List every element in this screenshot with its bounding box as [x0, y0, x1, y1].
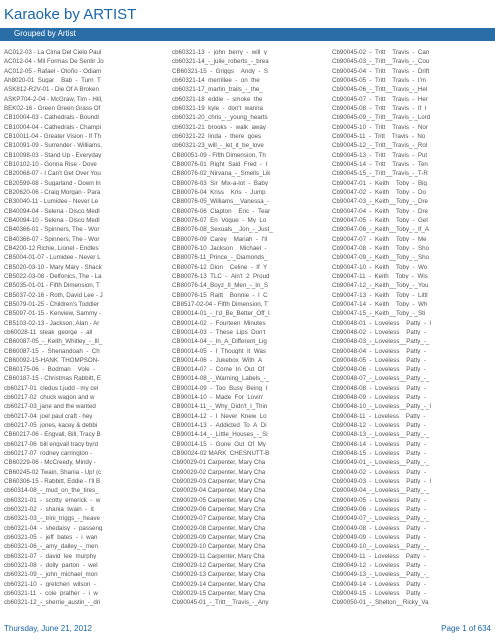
- list-item: Cb90045-08_-_Tritt__Travis_-_If_I_: [332, 104, 430, 112]
- list-item: cb60321-05_-_jeff_bates_-_i_wan: [4, 534, 98, 541]
- list-item: CB90014-11_-_Why_Didn't_I_Thin: [172, 403, 268, 410]
- list-item: CB60092-15-HANK_THOMPSON-: [4, 356, 100, 364]
- list-item: Cb90045-06_-_Tritt__Travis_-_Hel: [332, 86, 428, 93]
- list-item: Cb90029-07 Carpenter, Mary Cha: [172, 515, 266, 522]
- list-item: CB60217-06 - Engvall, Bill, Tracy B: [4, 431, 101, 438]
- list-item: CB90014-02_-_Fourteen_Minutes: [172, 319, 266, 326]
- list-item: Cb90049-04_-_Loveless__Patty_-_: [332, 487, 430, 494]
- footer-date: Thursday, June 21, 2012: [4, 624, 92, 633]
- list-item: Cb90047-04_-_Keith__Toby_-_Dre: [332, 207, 428, 214]
- list-item: cb60321-12_-_sherrie_austin_-_dri: [4, 599, 101, 606]
- list-item: Cb90045-07_-_Tritt__Travis_-_Her: [332, 95, 428, 102]
- list-item: CB5079-01-25 - Children's Toddler: [4, 300, 99, 308]
- list-item: Cb90045-13_-_Tritt__Travis_-_Put_: [332, 151, 431, 158]
- list-item: cb60217-03_jane and the wanted: [4, 403, 96, 410]
- list-item: CB5022-03-08 - Delfonics, The - La: [4, 272, 102, 280]
- list-item: CB90014-04_-_In_A_Different_Lig: [172, 338, 267, 345]
- list-item: Cb90048-08_-_Loveless__Patty_-_: [332, 384, 430, 392]
- list-item: Cb90048-02_-_Loveless__Patty_-_: [332, 328, 430, 336]
- list-item: Cb90045-09_-_Tritt__Travis_-_Lord: [332, 114, 431, 121]
- list-item: Cb90047-11_-_Keith__Toby_-_Wis: [332, 272, 428, 280]
- list-item: Cb90029-13 Carpenter, Mary Cha: [172, 571, 266, 578]
- column-3: [332, 46, 492, 606]
- list-item: Cb90045-01_-_Tritt__Travis_-_Any: [172, 599, 269, 606]
- list-item: CB4200-12 Richie, Lionel - Endles: [4, 244, 99, 252]
- list-item: CB30040-11 - Lumidee - Never Le: [4, 198, 99, 205]
- list-item: Cb90045-02_-_Tritt__Travis_-_Can: [332, 49, 430, 56]
- list-item: AC012-05 - Rafael - Otoño - Odiam: [4, 67, 102, 74]
- list-item: CB90014-10_-_Made_For_Lovin'_: [172, 394, 267, 401]
- list-item: cb60321-18_eddie_-_smoke_the_: [172, 95, 266, 102]
- page-title: Karaoke by ARTIST: [4, 6, 137, 23]
- list-item: Cb90049-14_-_Loveless__Patty_-_: [332, 580, 430, 588]
- list-item: cb60217-07_rodney carrington -: [4, 450, 93, 457]
- list-item: CB10098-03 - Stand Up - Everyday: [4, 151, 102, 158]
- list-item: Cb90050-01_-_Shelton__Ricky_Va: [332, 599, 429, 606]
- list-item: Cb90048-03_-_Loveless__Patty_-_: [332, 338, 430, 345]
- list-item: CB20068-07 - I Can't Get Over You: [4, 170, 101, 177]
- group-banner: [0, 28, 495, 41]
- list-item: CB80076-01_Right_Said_Fred_-_I: [172, 160, 268, 168]
- list-item: Cb90049-13_-_Loveless__Patty_-_: [332, 571, 430, 578]
- list-item: Cb90029-03 Carpenter, Mary Cha: [172, 478, 266, 485]
- list-item: Cb90047-06_-_Keith__Toby_-_If_A: [332, 226, 430, 233]
- list-item: Cb90047-09_-_Keith__Toby_-_Sho: [332, 254, 430, 261]
- list-item: Cb90048-07_-_Loveless__Patty_-_: [332, 375, 430, 382]
- list-item: cb60217-02_chuck wagon and w: [4, 394, 95, 401]
- list-item: CB20620-06 - Craig Morgan - Para: [4, 188, 101, 196]
- list-item: Cb90029-04 Carpenter, Mary Cha: [172, 487, 266, 494]
- list-item: CB40366-07 - Spinners, The - Wor: [4, 235, 100, 242]
- list-item: Cb90049-11_-_Loveless__Patty_-_: [332, 552, 429, 560]
- list-item: cb60217-01_cledus t.judd - my cel: [4, 384, 99, 392]
- list-item: Cb90048-04_-_Loveless__Patty_-_: [332, 347, 430, 354]
- list-item: Cb90049-12_-_Loveless__Patty_-_: [332, 562, 430, 569]
- list-item: CB5035-01-01 - Fifth Dimension, T: [4, 282, 100, 289]
- list-item: CB90014-08_-_Warning_Labels_-_: [172, 375, 270, 382]
- list-item: cb60321-08_-_dolly_parton_-_wel: [4, 562, 98, 569]
- list-item: cb60321-17_martin_trails_-_the_: [172, 86, 263, 93]
- list-item: Cb90047-02_-_Keith__Toby_-_Do: [332, 188, 426, 196]
- list-item: Cb90047-05_-_Keith__Toby_-_Get: [332, 216, 428, 224]
- list-item: Cb90045-10_-_Tritt__Travis_-_Nor: [332, 123, 428, 130]
- list-item: Cb90048-10_-_Loveless__Patty_-_I: [332, 403, 432, 410]
- list-item: CB10011-04 - Greater Vision - If Th: [4, 132, 101, 140]
- list-item: CB60187-15 - Christmas Rabbitt, E: [4, 375, 101, 382]
- list-item: Cb90047-12_-_Keith__Toby_-_You: [332, 282, 429, 289]
- listing-columns: [4, 46, 492, 606]
- list-item: Cb90048-01_-_Loveless__Patty_-_I: [332, 319, 432, 326]
- list-item: cb60321-13_-_john_berry_-_will_y: [172, 49, 267, 56]
- list-item: Cb90045-15_-_Tritt__Travis_-_T-R: [332, 170, 428, 177]
- list-item: cb60321-14_-_julie_roberts_-_brea: [172, 58, 269, 65]
- list-item: Cb90047-03_-_Keith__Toby_-_Dre: [332, 198, 428, 205]
- list-item: CB40094-10 - Selena - Disco Medl: [4, 216, 100, 224]
- list-item: cb60321-19_kyle_-_don't_wanna_: [172, 104, 267, 112]
- list-item: CB10004-04 - Cathedrals - Champi: [4, 123, 101, 130]
- list-item: cb60321-02_-_shania_twain_-_it_: [4, 506, 98, 513]
- list-item: CB60087-05_-_Keith_Whitley_-_Ill_: [4, 338, 103, 345]
- list-item: ASKP704-2-04 - McGraw, Tim - Hill,: [4, 95, 103, 102]
- list-item: CB80076-03_Sir_Mix-a-lot_-_Baby_: [172, 179, 272, 186]
- list-item: cb60321-10_-_gretchen_wilson_-_: [4, 580, 100, 588]
- list-item: Cb90048-15_-_Loveless__Patty_-_: [332, 450, 430, 457]
- list-item: CB8517-02-04 - Fifth Dimension, T: [172, 300, 268, 308]
- list-item: Ah8020-01_Sugar__Bab_-_Turn_T: [4, 76, 101, 84]
- list-item: CB60175-06_-_Bodman__Vole_-_: [4, 366, 99, 373]
- list-item: Cb90029-12 Carpenter, Mary Cha: [172, 562, 266, 569]
- list-item: Cb90029-06 Carpenter, Mary Cha: [172, 506, 266, 513]
- list-item: Cb90029-10 Carpenter, Mary Cha: [172, 543, 266, 550]
- list-item: Cb90048-06_-_Loveless__Patty_-_: [332, 366, 430, 373]
- list-item: cb60217-04_joel paul craft - hey: [4, 412, 93, 420]
- list-item: Cb90049-03_-_Loveless__Patty_-_I: [332, 478, 432, 485]
- list-item: Cb90048-09_-_Loveless__Patty_-_: [332, 394, 430, 401]
- list-item: cb60321-06_-_amy_dalley_-_men: [4, 543, 98, 550]
- list-item: CB90014-07_-_Come_In_Out_Of_: [172, 366, 268, 373]
- list-item: CB80076-15_Raitt__Bonnie_-_I_C: [172, 291, 268, 298]
- list-item: CB90014-06_-_Jukebox_With_A_: [172, 356, 266, 364]
- list-item: CB80076-13_TLC_-_Ain't_2_Proud: [172, 272, 270, 280]
- list-item: CB90014-12_-_I_Never_Knew_Lo: [172, 412, 267, 420]
- list-item: CB60245-02 Twain, Shania - Up! (c: [4, 468, 102, 476]
- list-item: Cb90029-11 Carpenter, Mary Cha: [172, 552, 265, 560]
- list-item: Cb90029-01 Carpenter, Mary Cha: [172, 459, 266, 466]
- list-item: cb60217-06_bill engvall tracy byrd: [4, 440, 98, 448]
- list-item: Cb90045-03_-_Tritt__Travis_-_Cou: [332, 58, 430, 65]
- list-item: Cb90047-08_-_Keith__Toby_-_Sho: [332, 244, 430, 252]
- list-item: CB5097-01-15 - Kenview, Sammy -: [4, 310, 101, 317]
- list-item: Cb90049-01_-_Loveless__Patty_-_: [332, 459, 430, 466]
- list-item: CB60229-06 - McCreedy, Mindy -: [4, 459, 96, 466]
- list-item: Cb90045-14_-_Tritt__Travis_-_Ten: [332, 160, 428, 168]
- list-item: Cb90049-07_-_Loveless__Patty_-_: [332, 515, 430, 522]
- list-item: Cb90049-06_-_Loveless__Patty_-_: [332, 506, 430, 513]
- list-item: ASK812-R2V-01 - Die Of A Broken: [4, 86, 99, 93]
- list-item: CB80051-09 - Fifth Dimension, Th: [172, 151, 266, 158]
- list-item: CB40366-01 - Spinners, The - Wor: [4, 226, 100, 233]
- list-item: Cb90048-14_-_Loveless__Patty_-_: [332, 440, 430, 448]
- list-item: Cb90047-15_-_Keith__Toby_-_Sti: [332, 310, 426, 317]
- list-item: CB80076-12_Dion__Celine_-_If_Y: [172, 263, 268, 270]
- list-item: Cb90029-02 Carpenter, Mary Cha: [172, 468, 266, 476]
- list-item: CB90014-05_-_I_Thought_It_Was: [172, 347, 267, 354]
- list-item: Cb90048-05_-_Loveless__Patty_-_: [332, 356, 430, 364]
- column-2: [172, 46, 332, 606]
- list-item: Cb90047-13_-_Keith__Toby_-_Littl: [332, 291, 428, 298]
- list-item: cb60321-01_-_scotty_emerick_-_w: [4, 496, 101, 504]
- list-item: Cb90045-12_-_Tritt__Travis_-_Rol: [332, 142, 428, 149]
- list-item: BEK02-16 - Green Green Grass Of: [4, 104, 101, 112]
- list-item: CB5037-02-16 - Roth, David Lee - J: [4, 291, 103, 298]
- list-item: cb60321-21_brooks_-_walk_away: [172, 123, 266, 130]
- list-item: CB80076-14_Boyz_II_Men_-_In_S: [172, 282, 268, 289]
- list-item: CB90014-01_-_I'd_Be_Better_Off_I: [172, 310, 270, 317]
- page-number: Page 1 of 634: [441, 624, 491, 633]
- list-item: CB80076-11_Prince_-_Diamonds_: [172, 254, 268, 261]
- list-item: CB80076-02_Nirvana_-_Smells_Lik: [172, 170, 271, 177]
- list-item: Cb90047-07_-_Keith__Toby_-_Me: [332, 235, 427, 242]
- list-item: Cb90047-14_-_Keith__Toby_-_Wh: [332, 300, 428, 308]
- list-item: cb60321-14_merrillee_-_on_the_: [172, 76, 264, 84]
- list-item: CB10004-03 - Cathedrals - Boundl: [4, 114, 99, 121]
- list-item: CB90014-03_-_These_Lips_Don't_: [172, 328, 269, 336]
- column-1: [4, 46, 172, 606]
- list-item: CB90014-15_-_Gone_Out_Of_My: [172, 440, 266, 448]
- list-item: Cb90045-05_-_Tritt__Travis_-_I'm_: [332, 76, 430, 84]
- list-item: CB5004-01-07 - Lumidee - Never L: [4, 254, 101, 261]
- list-item: Cb90048-13_-_Loveless__Patty_-_: [332, 431, 430, 438]
- list-item: CB5103-02-13 - Jackson, Alan - Ar: [4, 319, 100, 326]
- list-item: CB10102-10 - Gonna Rise - Dove: [4, 160, 97, 168]
- list-item: CB80076-08_Sexuals__Jon_-_Just_: [172, 226, 273, 233]
- list-item: CB80076-10_Jackson__Michael_-_: [172, 244, 271, 252]
- list-item: cb60314-08_-_mud_on_the_tires_: [4, 487, 99, 494]
- list-item: Cb90029-05 Carpenter, Mary Cha: [172, 496, 266, 504]
- list-item: Cb90049-05_-_Loveless__Patty_-_: [332, 496, 430, 504]
- list-item: CB80076-09_Carey__Mariah_-_I'll_: [172, 235, 271, 242]
- list-item: cb60321-23_will_-_let_it_be_love: [172, 142, 264, 149]
- list-item: CB80076-04_Kriss__Kris_-_Jump: [172, 188, 266, 196]
- list-item: Cb90048-11_-_Loveless__Patty_-_: [332, 412, 429, 420]
- list-item: CB5020-03-10 - Mary Mary - Shack: [4, 263, 102, 270]
- list-item: AC012-04 - Mil Formas De Sentir Jo: [4, 58, 104, 65]
- list-item: CB60321-15_-_Griggs__Andy_-_S: [172, 67, 268, 74]
- list-item: cb60217-05_jones, kacey & debbi: [4, 422, 98, 429]
- list-item: Cb90029-14 Carpenter, Mary Cha: [172, 580, 266, 588]
- list-item: Cb90047-01_-_Keith__Toby_-_Big: [332, 179, 427, 186]
- list-item: Cb90049-02_-_Loveless__Patty_-_: [332, 468, 430, 476]
- list-item: CB20599-08 - Sugarland - Down In: [4, 179, 101, 186]
- list-item: CB90014-09_-_Too_Busy_Being_I: [172, 384, 268, 392]
- list-item: Cb90049-08_-_Loveless__Patty_-_: [332, 524, 430, 532]
- list-item: cb60321-03_-_trini_triggs_-_heave: [4, 515, 100, 522]
- list-item: Cb90029-15 Carpenter, Mary Cha: [172, 590, 266, 597]
- list-item: CB90014-13_-_Addicted_To_A_Di: [172, 422, 267, 429]
- list-item: Cb90049-15_-_Loveless__Patty_-_: [332, 590, 430, 597]
- list-item: cb60321-22_linda_-_there_goes: [172, 132, 262, 140]
- list-item: CB60306-15 - Rabbitt, Eddie - I'll B: [4, 478, 101, 485]
- list-item: CB90014-14_-_Little_Houses_-_Si: [172, 431, 268, 438]
- list-item: Cb90047-10_-_Keith__Toby_-_Wo: [332, 263, 428, 270]
- list-item: cb60028-11_steak_george_-_all_: [4, 328, 96, 336]
- list-item: Cb90045-04_-_Tritt__Travis_-_Drift: [332, 67, 430, 74]
- grouped-by-label: Grouped by Artist: [14, 29, 76, 38]
- list-item: Cb90048-12_-_Loveless__Patty_-_: [332, 422, 430, 429]
- list-item: CB10091-09 - Surrender - Williams,: [4, 142, 103, 149]
- list-item: Cb90049-10_-_Loveless__Patty_-_: [332, 543, 430, 550]
- list-item: Cb90029-08 Carpenter, Mary Cha: [172, 524, 266, 532]
- list-item: cb60321-04_-_shedaisy_-_passeng: [4, 524, 103, 532]
- list-item: cb60321-20_chris_-_young_hearts: [172, 114, 268, 121]
- list-item: CB80076-06_Clapton__Eric_-_Tear: [172, 207, 271, 214]
- list-item: Cb90045-11_-_Tritt__Travis_-_No_: [332, 132, 429, 140]
- list-item: CB40094-04 - Selena - Disco Medl: [4, 207, 100, 214]
- list-item: CB60087-15_-_Shenandoah_-_Ch: [4, 347, 100, 354]
- list-item: Cb90029-09 Carpenter, Mary Cha: [172, 534, 266, 541]
- list-item: CB80076-05_Williams__Vanessa_-: [172, 198, 270, 205]
- list-item: AC012-03 - La Cima Del Cielo Paul: [4, 49, 102, 56]
- list-item: cb60321-07_-_david_lee_murphy: [4, 552, 97, 560]
- list-item: CB90024-02 MARK_CHESNUTT-B: [172, 450, 270, 457]
- list-item: Cb90049-09_-_Loveless__Patty_-_: [332, 534, 430, 541]
- list-item: CB80076-07_En_Vogue_-_My_Lo: [172, 216, 267, 224]
- list-item: cb60321-09_-_john_michael_mon: [4, 571, 98, 578]
- list-item: cb60321-11_-_cole_prather_-_i_w: [4, 590, 98, 597]
